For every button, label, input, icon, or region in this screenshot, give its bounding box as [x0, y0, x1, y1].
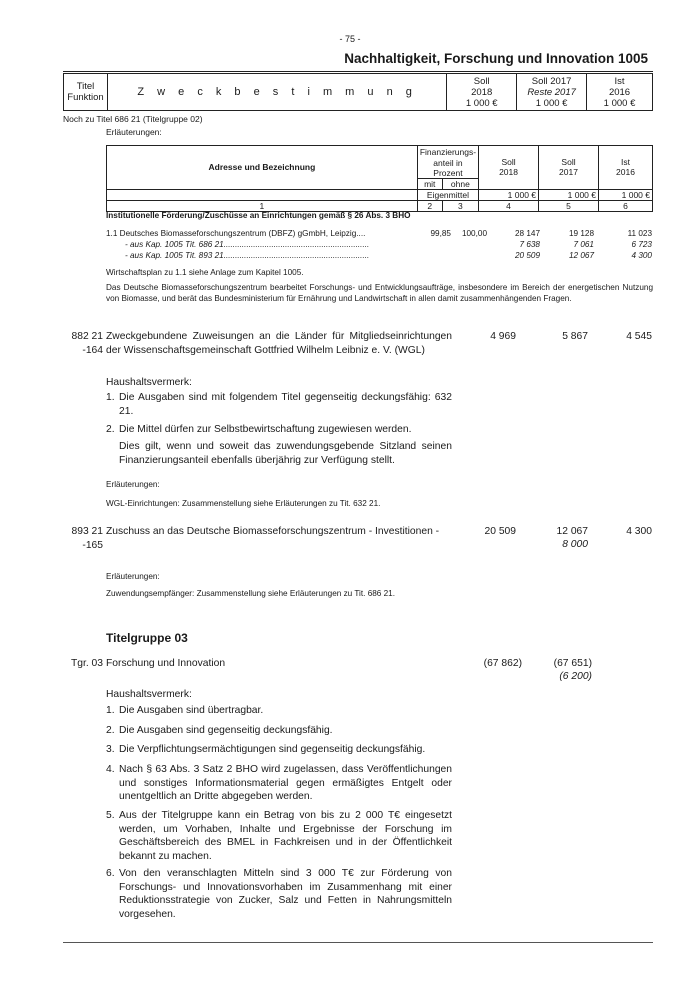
- title-893-soll: 20 509: [484, 526, 516, 537]
- hv-tgr-item-6-text: Von den veranschlagten Mitteln sind 3 000 T€ zur Förderung von Forschungs- und Innovationsvorhaben im Zusammenhang mit einer Reduktionsstrategie von Zucker, Salz und Fetten in Nahrungsmitteln vorgesehen.: [119, 868, 452, 920]
- hv-tgr-item-6: [106, 867, 452, 922]
- inner-soll-year: 2018: [499, 167, 518, 178]
- inner-soll17-header: [539, 146, 599, 190]
- title-893-nr1: 893 21: [71, 526, 103, 537]
- colnum-6: 6: [599, 200, 653, 211]
- dbfz-item-label: 1.1 Deutsches Biomasseforschungszentrum (DBFZ) gGmbH, Leipzig....: [106, 229, 366, 238]
- colnum-2: 2: [417, 200, 442, 211]
- title-893-reste: 8 000: [562, 539, 588, 550]
- sub1-label: - aus Kap. 1005 Tit. 686 21................................................................: [125, 240, 370, 249]
- title-882-number: [63, 330, 103, 357]
- title-893-soll17: 12 067: [556, 526, 588, 537]
- page-title: Nachhaltigkeit, Forschung und Innovation 1005: [344, 51, 648, 66]
- dbfz-mit: 99,85: [430, 229, 451, 238]
- inner-ist-year: 2016: [616, 167, 635, 178]
- colnum-4: 4: [479, 200, 539, 211]
- ist-2016-header: [587, 74, 653, 111]
- soll-year: 2018: [471, 86, 493, 98]
- inner-ist-label: Ist: [621, 157, 630, 168]
- sub1-ist: 6 723: [631, 240, 652, 249]
- unit-cell-5: 1 000 €: [539, 189, 599, 200]
- funktion-label: Funktion: [67, 92, 104, 103]
- unit-cell-4: 1 000 €: [479, 189, 539, 200]
- erl-893-label: Erläuterungen:: [106, 572, 160, 581]
- titel-label: Titel: [76, 81, 95, 92]
- zweckbestimmung-header: [107, 74, 446, 111]
- ohne-header: ohne: [442, 178, 478, 189]
- title-893-number: [63, 525, 103, 552]
- erlaeuterungen-label: Erläuterungen:: [106, 127, 162, 137]
- continuation-note: Noch zu Titel 686 21 (Titelgruppe 02): [63, 114, 203, 124]
- footer-rule: [63, 942, 653, 943]
- titel-funktion-header: [64, 74, 108, 111]
- inner-soll-label: Soll: [501, 157, 516, 168]
- inner-soll17-year: 2017: [559, 167, 578, 178]
- hv-tgr-item-4: [106, 763, 452, 805]
- hv-tgr-item-2-num: 2.: [106, 725, 115, 736]
- hv-882-item-2-text: Die Mittel dürfen zur Selbstbewirtschaftung zugewiesen werden.: [119, 424, 412, 435]
- tgr-soll17: (67 651): [553, 658, 592, 669]
- tgr-number: Tgr. 03: [70, 658, 103, 669]
- hv-tgr-item-4-text: Nach § 63 Abs. 3 Satz 2 BHO wird zugelassen, dass Veröffentlichungen und sonstiges Informationsmaterial gegen ermäßigtes Entgelt oder unentgeltlich an Dritte abgegeben werden.: [119, 764, 452, 802]
- soll-unit: 1 000 €: [465, 97, 498, 109]
- institution-table: [106, 145, 653, 212]
- fin-anteil-line1: Finanzierungs-: [419, 146, 477, 157]
- hv-tgr-item-5-num: 5.: [106, 810, 115, 821]
- fin-anteil-line2: anteil in Prozent: [433, 157, 463, 178]
- sub2-soll: 20 509: [514, 251, 540, 260]
- hv-tgr-item-6-num: 6.: [106, 868, 115, 879]
- inner-soll-header: [479, 146, 539, 190]
- tgr-reste: (6 200): [559, 671, 592, 682]
- sub2-ist: 4 300: [631, 251, 652, 260]
- sub2-label: - aus Kap. 1005 Tit. 893 21................................................................: [125, 251, 370, 260]
- dbfz-ist: 11 023: [627, 229, 652, 238]
- soll17-unit: 1 000 €: [535, 97, 568, 109]
- hv-882-item-1-num: 1.: [106, 392, 115, 403]
- inner-soll17-label: Soll: [561, 157, 576, 168]
- hv-882-item-1-text: Die Ausgaben sind mit folgendem Titel gegenseitig deckungsfähig: 632 21.: [119, 392, 452, 417]
- title-893-nr2: -165: [82, 539, 103, 551]
- title-882-soll: 4 969: [490, 331, 516, 342]
- dbfz-soll17: 19 128: [568, 229, 594, 238]
- colnum-1: 1: [107, 200, 418, 211]
- tgr-text: Forschung und Innovation: [106, 658, 226, 669]
- mit-header: mit: [417, 178, 442, 189]
- blank-cell: [107, 189, 418, 200]
- unit-cell-6: 1 000 €: [599, 189, 653, 200]
- tgr-soll: (67 862): [483, 658, 522, 669]
- wirtschaftsplan-note: Wirtschaftsplan zu 1.1 siehe Anlage zum Kapitel 1005.: [106, 268, 304, 277]
- hv-tgr-label: Haushaltsvermerk:: [106, 689, 192, 700]
- eigenmittel-header: Eigenmittel: [417, 189, 478, 200]
- title-882-nr1: 882 21: [71, 331, 103, 342]
- sub2-soll17: 12 067: [568, 251, 594, 260]
- hv-tgr-item-3: [106, 743, 452, 758]
- zweckbestimmung-label: Z w e c k b e s t i m m u n g: [137, 85, 417, 98]
- fin-anteil-line2-cell: [417, 158, 478, 179]
- wgl-note: WGL-Einrichtungen: Zusammenstellung siehe Erläuterungen zu Tit. 632 21.: [106, 499, 381, 508]
- hv-tgr-item-4-num: 4.: [106, 764, 115, 775]
- hv-882-item-2-num: 2.: [106, 424, 115, 435]
- hv-tgr-item-3-text: Die Verpflichtungsermächtigungen sind gegenseitig deckungsfähig.: [119, 744, 426, 755]
- title-882-ist: 4 545: [626, 331, 652, 342]
- title-893-text: Zuschuss an das Deutsche Biomasseforschungszentrum - Investitionen -: [106, 526, 440, 537]
- erl-882-label: Erläuterungen:: [106, 480, 160, 489]
- ist-label: Ist: [614, 75, 625, 87]
- hv-882-extra: Dies gilt, wenn und soweit das zuwendungsgebende Sitzland seinen Finanzierungsanteil ebenfalls überjährig zur Verfügung stellt.: [119, 441, 452, 466]
- hv-tgr-item-3-num: 3.: [106, 744, 115, 755]
- dbfz-description: Das Deutsche Biomasseforschungszentrum bearbeitet Forschungs- und Entwicklungsaufträge, insbesondere im Bereich der energetischen Nutzung von Biomasse, und berät das Bundesministerium für Ernährung und Landwirtschaft in allen damit zusammenhängenden Fragen.: [106, 283, 653, 303]
- inner-ist-header: [599, 146, 653, 190]
- dbfz-ohne: 100,00: [461, 229, 487, 238]
- hv-tgr-item-1-text: Die Ausgaben sind übertragbar.: [119, 705, 264, 716]
- dbfz-soll: 28 147: [514, 229, 540, 238]
- sub1-soll17: 7 061: [573, 240, 594, 249]
- sub1-soll: 7 638: [519, 240, 540, 249]
- header-rule: [63, 71, 653, 72]
- titelgruppe-heading: Titelgruppe 03: [106, 631, 188, 645]
- soll-2018-header: [447, 74, 517, 111]
- soll-label: Soll: [473, 75, 490, 87]
- title-882-nr2: -164: [82, 344, 103, 356]
- title-882-soll17: 5 867: [562, 331, 588, 342]
- ist-year: 2016: [608, 86, 631, 98]
- colnum-3: 3: [442, 200, 478, 211]
- hv-882-label: Haushaltsvermerk:: [106, 377, 192, 388]
- hv-tgr-item-2-text: Die Ausgaben sind gegenseitig deckungsfähig.: [119, 725, 333, 736]
- ist-unit: 1 000 €: [603, 97, 636, 109]
- hv-882-item-1: [106, 391, 452, 421]
- hv-tgr-item-1-num: 1.: [106, 705, 115, 716]
- hv-tgr-item-5-text: Aus der Titelgruppe kann ein Betrag von bis zu 2 000 T€ eingesetzt werden, um Vorhaben, Inhalte und Ergebnisse der Forschung im Geschäftsbereich des BMEL in Fachkreisen und in der Öffentlichkeit bekannt zu machen.: [119, 810, 452, 862]
- soll-2017-header: [517, 74, 587, 111]
- column-header-table: [63, 73, 653, 111]
- reste-label: Reste 2017: [527, 86, 576, 98]
- colnum-5: 5: [539, 200, 599, 211]
- finanzierungsanteil-header: [417, 146, 478, 158]
- title-893-ist: 4 300: [626, 526, 652, 537]
- soll17-label: Soll 2017: [531, 75, 572, 87]
- page-number: - 75 -: [339, 34, 361, 44]
- institutional-heading: Institutionelle Förderung/Zuschüsse an Einrichtungen gemäß § 26 Abs. 3 BHO: [106, 211, 411, 220]
- title-882-text: Zweckgebundene Zuweisungen an die Länder für Mitgliedseinrichtungen der Wissenschaftsgemeinschaft Gottfried Wilhelm Leibniz e. V. (WGL): [106, 331, 452, 356]
- hv-tgr-item-5: [106, 809, 452, 864]
- hv-882-item-2: [106, 423, 452, 438]
- hv-tgr-item-1: [106, 704, 452, 719]
- adresse-header: Adresse und Bezeichnung: [107, 146, 418, 190]
- hv-tgr-item-2: [106, 724, 452, 739]
- empfaenger-note: Zuwendungsempfänger: Zusammenstellung siehe Erläuterungen zu Tit. 686 21.: [106, 589, 396, 598]
